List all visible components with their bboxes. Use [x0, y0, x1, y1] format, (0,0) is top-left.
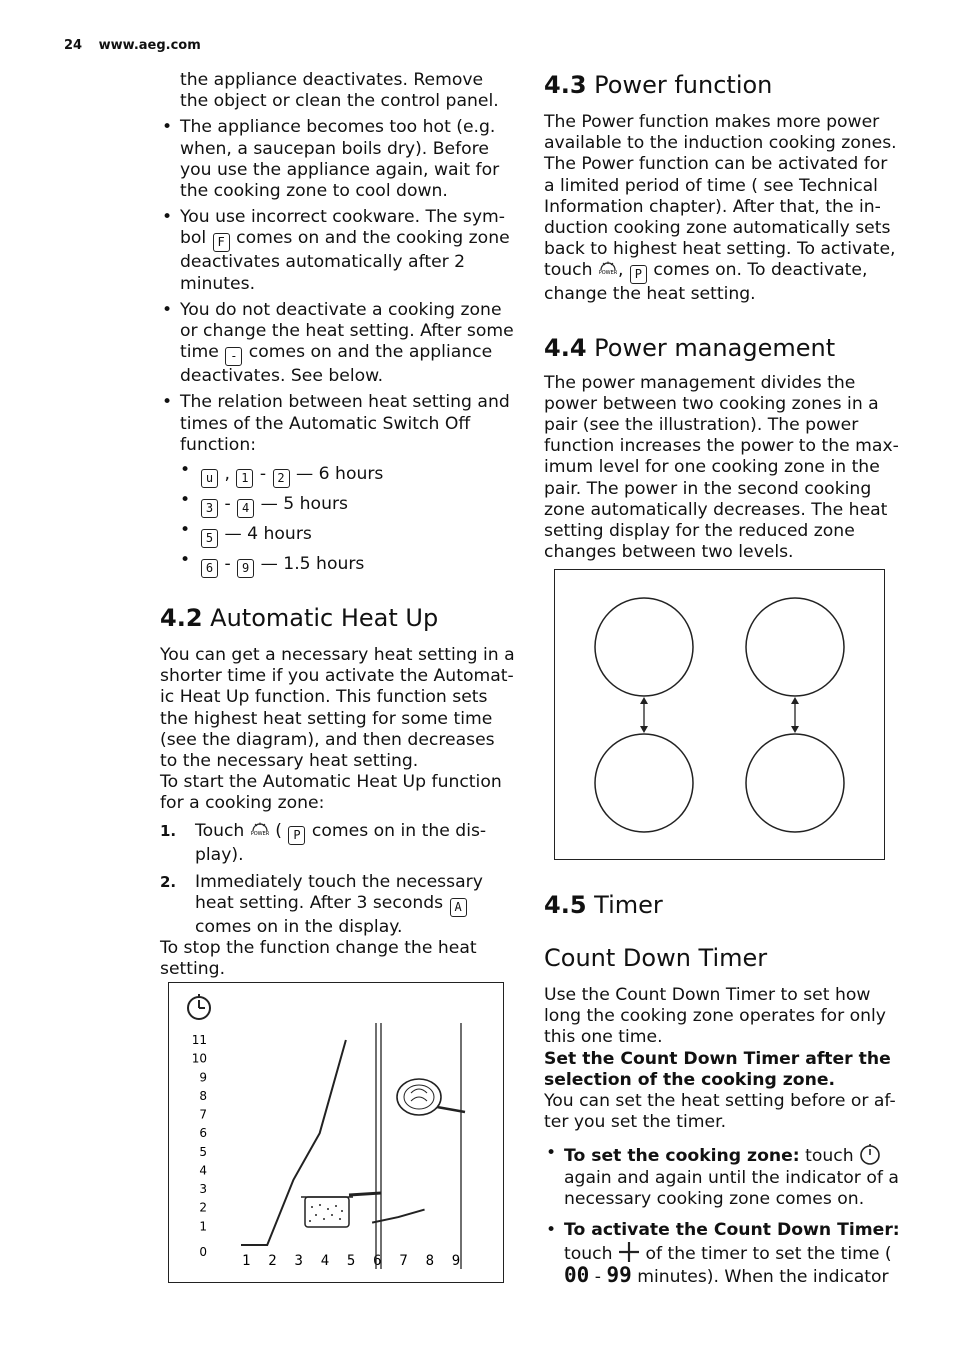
paragraph: The power management divides the power between two cooking zones in a pair (see the illustration). The power function increases the power to the max- imum level for one cooking zone in the pair. The power in the second cooking zone automatically decreases. The heat setting display for the reduced zone changes between two levels.: [544, 372, 899, 563]
y-tick-label: 8: [199, 1088, 207, 1103]
plus-icon: [618, 1241, 640, 1263]
steps-list: [160, 821, 516, 939]
y-tick-label: 6: [199, 1126, 207, 1141]
list-item: • The appliance becomes too hot (e.g. when, a saucepan boils dry). Before you use the appliance again, wait for the cooking zone to cool down.: [160, 117, 516, 202]
paragraph: Use the Count Down Timer to set how long the cooking zone operates for only this one time.: [544, 985, 886, 1048]
saucepan-icon: [301, 1193, 381, 1227]
symbol-a-icon: A: [450, 898, 467, 917]
cooking-zone-icon: [595, 598, 693, 696]
cooking-zone-icon: [595, 734, 693, 832]
y-tick-label: 9: [199, 1070, 207, 1085]
y-tick-label: 1: [199, 1219, 207, 1234]
site-url: www.aeg.com: [98, 38, 201, 53]
symbol-p-icon: P: [630, 265, 647, 284]
left-column: [160, 70, 516, 981]
digits-99: 99: [606, 1263, 632, 1288]
paragraph: You can get a necessary heat setting in a shorter time if you activate the Automat- ic Heat Up function. This function sets the highest heat setting for some time (see the diagram), and then decreases to the necessary heat setting.: [160, 645, 515, 772]
y-tick-label: 7: [199, 1107, 207, 1122]
step: 1. Touch POWER ( P comes on in the dis- play).: [160, 820, 487, 865]
y-tick-label: 0: [199, 1245, 207, 1259]
section-heading-4-2: 4.2 Automatic Heat Up: [160, 604, 439, 633]
x-tick-label: 5: [346, 1253, 356, 1269]
y-tick-label: 5: [199, 1144, 207, 1159]
time-row: • u , 1 - 2 — 6 hours: [180, 459, 516, 489]
symbol-dash-icon: -: [225, 347, 242, 366]
time-row: • 3 - 4 — 5 hours: [180, 489, 516, 519]
right-column: [544, 70, 900, 563]
power-icon: [250, 822, 270, 838]
power-icon: [598, 261, 618, 277]
svg-text:POWER: POWER: [598, 270, 618, 277]
paragraph: To stop the function change the heat setting.: [160, 938, 477, 980]
section-heading-4-4: 4.4 Power management: [544, 333, 836, 362]
timer-list: [544, 1143, 900, 1288]
times-list: [160, 459, 516, 579]
list-item: • To activate the Count Down Timer: touch of the timer to set the time ( 00 - 99 minutes). When the indicator: [544, 1220, 900, 1289]
list-item: • To set the cooking zone: touch again and again until the indicator of a necessary cooking zone comes on.: [544, 1143, 900, 1210]
y-tick-label: 11: [191, 1033, 207, 1047]
heat-up-diagram: [168, 982, 504, 1283]
y-tick-label: 4: [199, 1163, 207, 1178]
timer-icon: [859, 1143, 881, 1165]
cooking-zone-icon: [746, 598, 844, 696]
subsection-heading: Count Down Timer: [544, 944, 768, 972]
heat-up-chart: [169, 983, 503, 1282]
list-item: • The relation between heat setting and times of the Automatic Switch Off function:: [160, 392, 516, 456]
x-tick-label: 4: [320, 1253, 330, 1269]
time-row: • 6 - 9 — 1.5 hours: [180, 549, 516, 579]
pan-icon: [397, 1079, 465, 1115]
y-tick-label: 3: [199, 1182, 207, 1197]
paragraph: The Power function makes more power available to the induction cooking zones. The Power function can be activated for a limited period of time ( see Technical Information chapter). After that, the in- duction cooking zone automatically sets back to highest heat setting. To activate, touch POWER , P comes on. To deactivate, change the heat setting.: [544, 112, 897, 305]
y-tick-label: 10: [191, 1051, 207, 1066]
cooking-zone-icon: [746, 734, 844, 832]
x-tick-label: 7: [399, 1253, 408, 1269]
x-tick-label: 8: [425, 1253, 435, 1269]
continuation-text: the appliance deactivates. Remove the object or clean the control panel.: [180, 70, 499, 112]
symbol-p-icon: P: [288, 826, 305, 845]
time-row: • 5 — 4 hours: [180, 519, 516, 549]
section-heading-4-3: 4.3 Power function: [544, 71, 773, 99]
step: 2. Immediately touch the necessary heat setting. After 3 seconds A comes on in the display.: [160, 871, 483, 938]
power-management-illustration: [554, 569, 885, 860]
digits-00: 00: [564, 1263, 590, 1288]
x-tick-label: 2: [268, 1253, 277, 1269]
y-tick-label: 2: [199, 1200, 207, 1215]
double-arrow-icon: [640, 697, 648, 733]
double-arrow-icon: [791, 697, 799, 733]
symbol-f-icon: F: [213, 233, 230, 252]
svg-text:POWER: POWER: [250, 830, 270, 837]
x-tick-label: 1: [242, 1253, 251, 1269]
x-tick-label: 3: [294, 1253, 303, 1269]
page-header: [64, 38, 213, 53]
series-line: [372, 1210, 424, 1223]
x-tick-label: 6: [373, 1253, 382, 1269]
list-item: • You use incorrect cookware. The sym- bol F comes on and the cooking zone deactivates automatically after 2 minutes.: [160, 207, 516, 295]
switch-off-list: [160, 117, 516, 456]
page-number: 24: [64, 38, 83, 53]
timer-icon: [188, 994, 210, 1019]
section-heading-4-5: 4.5 Timer: [544, 891, 663, 919]
x-tick-label: 9: [451, 1253, 461, 1269]
bold-paragraph: Set the Count Down Timer after the selection of the cooking zone.: [544, 1048, 891, 1090]
timer-section: [544, 890, 900, 1289]
list-item: • You do not deactivate a cooking zone or change the heat setting. After some time - comes on and the appliance deactivates. See below.: [160, 300, 516, 388]
paragraph: To start the Automatic Heat Up function for a cooking zone:: [160, 772, 502, 814]
paragraph: You can set the heat setting before or af- ter you set the timer.: [544, 1091, 896, 1133]
